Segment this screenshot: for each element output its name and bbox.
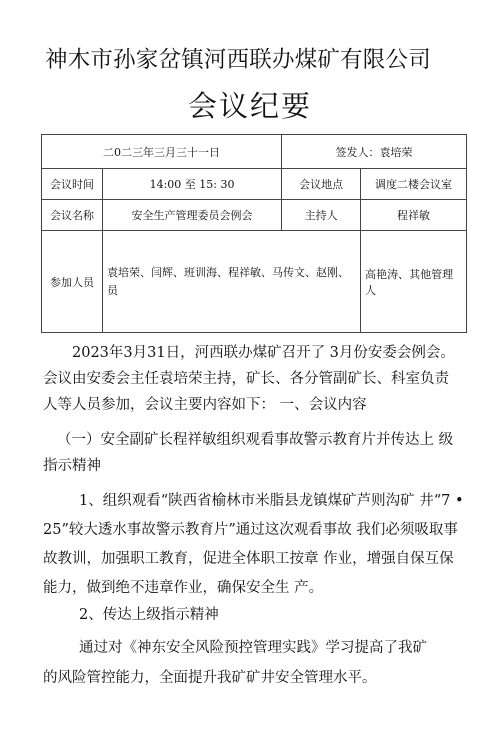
attendees-label: 参加人员	[42, 231, 103, 333]
paragraph-item-one: 1、组织观看“陕西省榆林市米脂县龙镇煤矿芦则沟矿 井“7 • 25”较大透水事故警示教育片”通过这次观看事故 我们必须吸取事故教训，加强职工教育，促进全体职工按章 作业，增强自保互保能力，做到绝不违章作业，确保安全生 产。	[43, 493, 464, 596]
paragraph-item-two-text-continued: 的风险管控能力，全面提升我矿矿井安全管理水平。	[43, 670, 377, 686]
time-label: 会议时间	[42, 169, 103, 200]
place-value: 调度二楼会议室	[361, 169, 467, 200]
time-value: 14:00 至 15: 30	[103, 169, 282, 200]
attendees-value: 袁培荣、闫辉、班训海、程祥敏、马传文、赵刚、员	[103, 231, 361, 333]
attendees-extra: 高艳涛、其他管理人	[361, 231, 467, 333]
meeting-name-label: 会议名称	[42, 200, 103, 231]
place-label: 会议地点	[282, 169, 361, 200]
signer-cell	[282, 135, 467, 169]
host-value: 程祥敏	[361, 200, 467, 231]
meeting-info-table	[41, 134, 467, 333]
meeting-date: 二0二三年三月三十一日	[42, 135, 282, 169]
paragraph-item-two-heading: 2、传达上级指示精神	[79, 607, 219, 623]
host-label: 主持人	[282, 200, 361, 231]
paragraph-intro: 2023年3月31日，河西联办煤矿召开了 3月份安委会例会。 会议由安委会主任袁培荣主持，矿长、各分管副矿长、科室负责 人等人员参加，会议主要内容如下： 一、会议内容	[43, 345, 455, 413]
paragraph-section-one: （一）安全副矿长程祥敏组织观看事故警示教育片并传达上 级指示精神	[43, 432, 454, 474]
meeting-name-value: 安全生产管理委员会例会	[103, 200, 282, 231]
signer-name: 袁培荣	[379, 145, 413, 159]
organization-name: 神木市孙家岔镇河西联办煤矿有限公司	[45, 47, 431, 73]
document-title: 会议纪要	[187, 89, 312, 123]
paragraph-item-two-text: 通过对《神东安全风险预控管理实践》学习提高了我矿	[79, 640, 427, 656]
signer-label: 签发人：	[335, 145, 380, 159]
